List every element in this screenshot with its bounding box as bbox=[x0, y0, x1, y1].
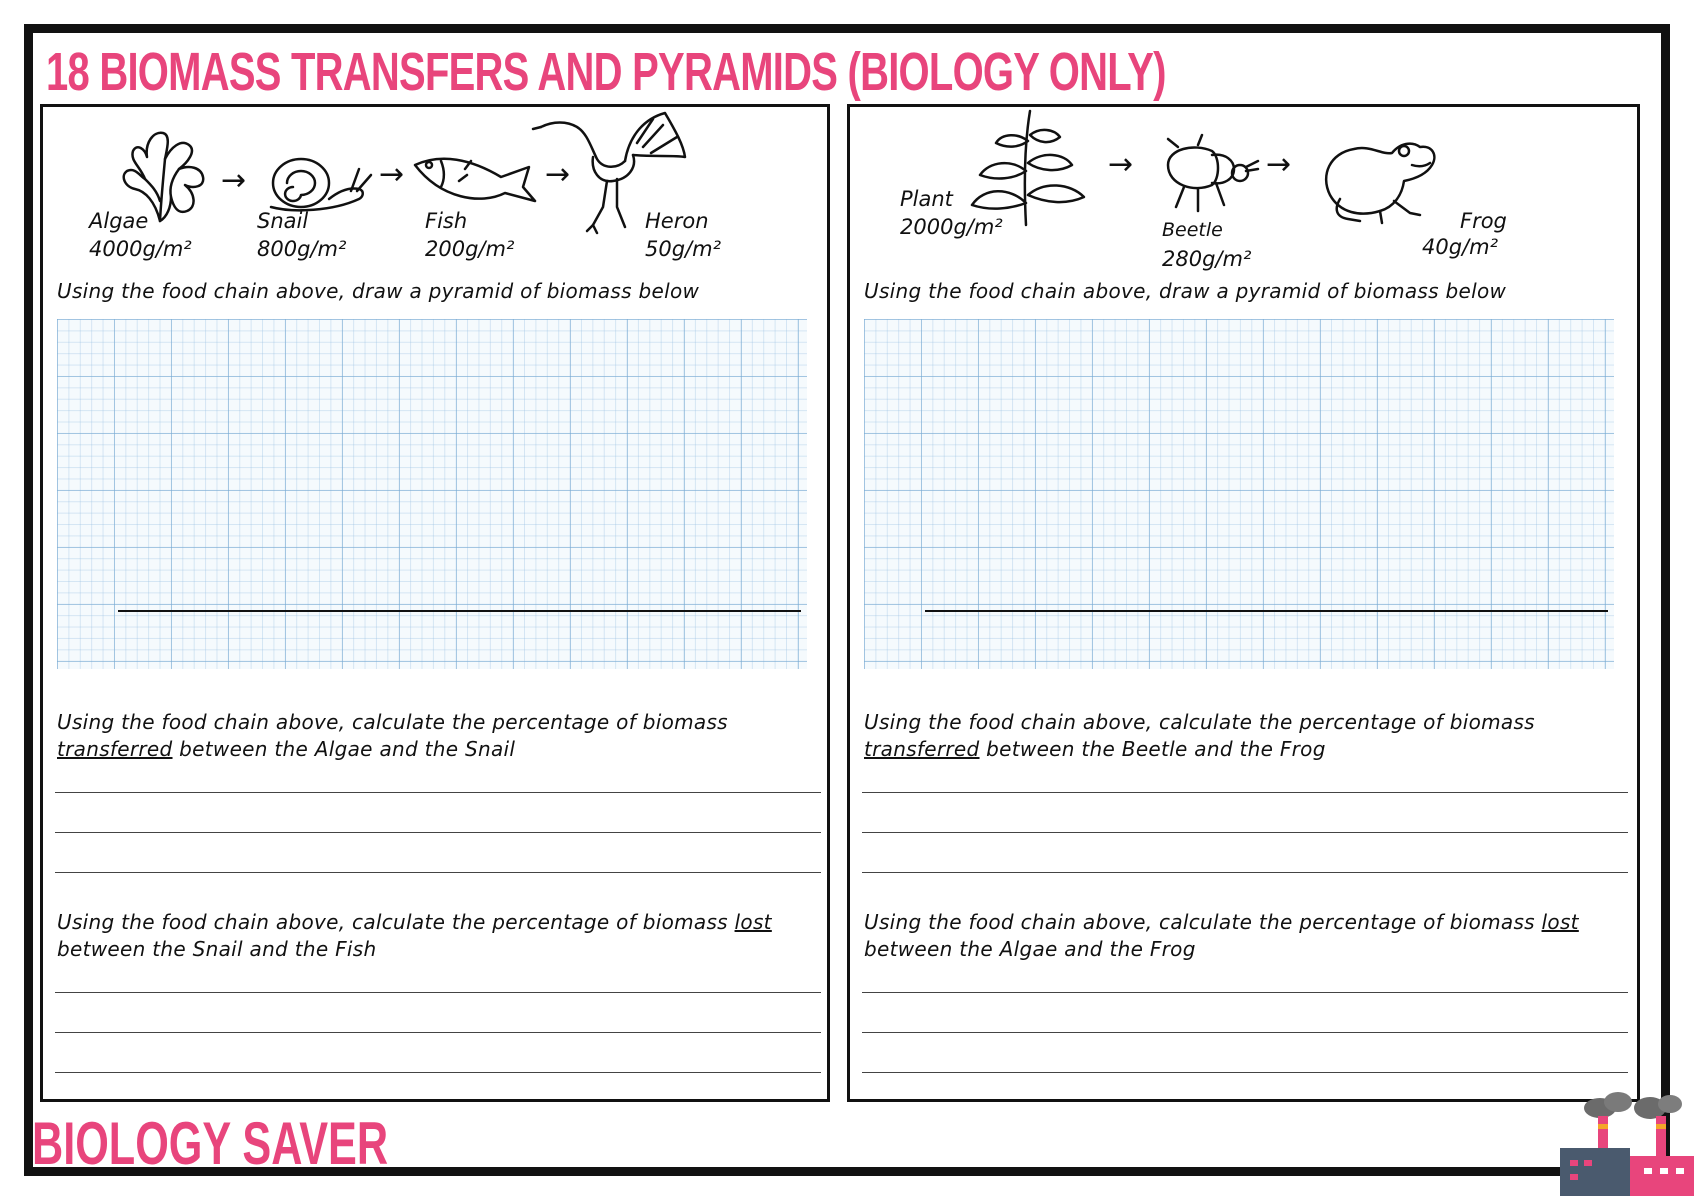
page-title: 18 BIOMASS TRANSFERS AND PYRAMIDS (BIOLOGY ONLY) bbox=[46, 42, 1166, 102]
graph-paper[interactable] bbox=[57, 319, 807, 669]
organism-name: Fish bbox=[425, 209, 468, 233]
factory-icon bbox=[1560, 1086, 1694, 1196]
snail-icon bbox=[263, 155, 373, 215]
organism-biomass: 200g/m² bbox=[425, 237, 515, 261]
question-text: between the Snail and the Fish bbox=[57, 937, 377, 961]
question-transferred bbox=[57, 709, 728, 763]
beetle-icon bbox=[1158, 135, 1258, 215]
answer-line[interactable] bbox=[55, 872, 821, 873]
question-lost bbox=[864, 909, 1579, 963]
question-transferred bbox=[864, 709, 1535, 763]
organism-name: Snail bbox=[257, 209, 309, 233]
brand-logo: BIOLOGY SAVER bbox=[32, 1110, 389, 1177]
arrow-icon: → bbox=[379, 157, 405, 192]
answer-line[interactable] bbox=[862, 872, 1628, 873]
arrow-icon: → bbox=[545, 157, 571, 192]
question-emphasis: transferred bbox=[57, 737, 173, 761]
graph-paper[interactable] bbox=[864, 319, 1614, 669]
organism-name: Plant bbox=[900, 187, 953, 211]
arrow-icon: → bbox=[221, 163, 247, 198]
organism-name: Algae bbox=[89, 209, 149, 233]
plant-icon bbox=[970, 107, 1090, 227]
answer-line[interactable] bbox=[862, 1072, 1628, 1073]
arrow-icon: → bbox=[1266, 147, 1292, 182]
question-text: Using the food chain above, calculate the percentage of biomass bbox=[864, 710, 1535, 734]
right-panel bbox=[847, 104, 1640, 1102]
organism-biomass: 50g/m² bbox=[645, 237, 722, 261]
question-text: between the Beetle and the Frog bbox=[979, 737, 1326, 761]
question-emphasis: lost bbox=[734, 910, 772, 934]
answer-line[interactable] bbox=[862, 792, 1628, 793]
question-emphasis: lost bbox=[1541, 910, 1579, 934]
left-panel bbox=[40, 104, 830, 1102]
answer-line[interactable] bbox=[55, 992, 821, 993]
organism-name: Heron bbox=[645, 209, 709, 233]
organism-biomass: 40g/m² bbox=[1422, 235, 1499, 259]
organism-biomass: 2000g/m² bbox=[900, 215, 1003, 239]
organism-biomass: 800g/m² bbox=[257, 237, 347, 261]
pyramid-instruction: Using the food chain above, draw a pyramid of biomass below bbox=[57, 279, 700, 303]
answer-line[interactable] bbox=[55, 792, 821, 793]
answer-line[interactable] bbox=[55, 1032, 821, 1033]
question-text: Using the food chain above, calculate the percentage of biomass bbox=[864, 910, 1542, 934]
organism-name: Frog bbox=[1460, 209, 1507, 233]
question-text: Using the food chain above, calculate the percentage of biomass bbox=[57, 910, 735, 934]
pyramid-instruction: Using the food chain above, draw a pyramid of biomass below bbox=[864, 279, 1507, 303]
answer-line[interactable] bbox=[862, 832, 1628, 833]
organism-biomass: 4000g/m² bbox=[89, 237, 192, 261]
fish-icon bbox=[411, 149, 541, 209]
answer-line[interactable] bbox=[862, 992, 1628, 993]
arrow-icon: → bbox=[1108, 147, 1134, 182]
question-text: Using the food chain above, calculate the percentage of biomass bbox=[57, 710, 728, 734]
frog-icon bbox=[1320, 135, 1440, 225]
answer-line[interactable] bbox=[55, 832, 821, 833]
organism-name: Beetle bbox=[1162, 219, 1223, 241]
answer-line[interactable] bbox=[862, 1032, 1628, 1033]
question-lost bbox=[57, 909, 772, 963]
pyramid-baseline bbox=[118, 610, 801, 612]
question-emphasis: transferred bbox=[864, 737, 980, 761]
question-text: between the Algae and the Snail bbox=[172, 737, 516, 761]
pyramid-baseline bbox=[925, 610, 1608, 612]
answer-line[interactable] bbox=[55, 1072, 821, 1073]
organism-biomass: 280g/m² bbox=[1162, 247, 1252, 271]
question-text: between the Algae and the Frog bbox=[864, 937, 1196, 961]
